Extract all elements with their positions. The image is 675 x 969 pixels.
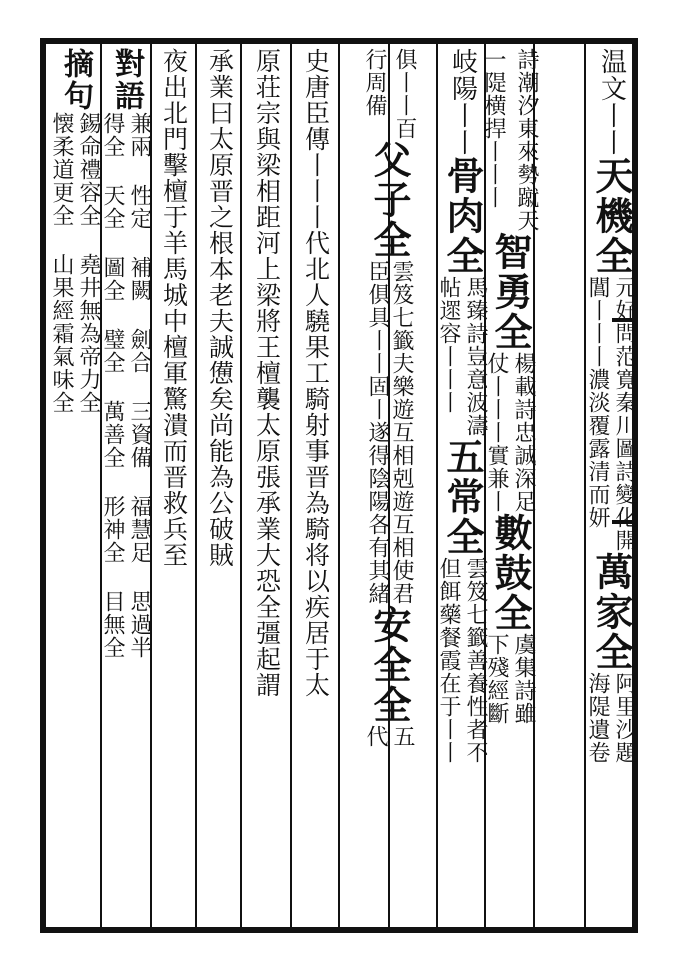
annotation-line: 元好問范寛秦川圖詩變化開 bbox=[612, 276, 637, 552]
text-column-1 bbox=[585, 48, 637, 928]
annotation-line: 海隄遺卷 bbox=[585, 672, 610, 764]
annotation-pair bbox=[585, 672, 637, 764]
headword: 天機全 bbox=[589, 156, 634, 276]
annotation-line: 閶丨丨丨濃淡覆露清而妍 bbox=[585, 276, 610, 529]
annotation-line: 楊載詩忠誠深足 bbox=[511, 352, 536, 513]
text-column-4 bbox=[342, 48, 436, 928]
annotation-line: 臣俱具丨丨固丨遂得陰陽各有其緒 bbox=[365, 260, 390, 605]
annotation-pair bbox=[100, 112, 152, 659]
annotation-line: 仗丨丨丨實兼丨 bbox=[484, 352, 509, 513]
phrase-list: 兼兩 性定 補闕 劍合 三資備 福慧足 思過半 bbox=[127, 112, 152, 659]
column-text: 承業曰太原晋之根本老夫誠憊矣尚能為公破賊 bbox=[205, 48, 235, 568]
annotation-pair bbox=[585, 276, 637, 552]
headword: 安全全 bbox=[367, 605, 412, 725]
phrase-list: 錫命禮容全 堯井無為帝力全 bbox=[76, 112, 101, 414]
headword: 數鼓全 bbox=[488, 513, 533, 633]
text-column-6 bbox=[244, 48, 290, 928]
column-text: 行周備 bbox=[362, 48, 387, 117]
column-text: 俱丨丨百 bbox=[392, 48, 417, 140]
annotation-pair bbox=[436, 276, 488, 437]
annotation-line: 虞集詩雖 bbox=[511, 633, 536, 725]
section-title: 對語 bbox=[109, 48, 144, 112]
column-text: 夜出北門擊檀于羊馬城中檀軍驚潰而晋救兵至 bbox=[159, 48, 189, 568]
column-text: 原荘宗與梁相距河上梁將王檀襲太原張承業大恐全彊起謂 bbox=[252, 48, 282, 698]
annotation-pair bbox=[484, 352, 536, 513]
section-dui-yu bbox=[102, 48, 150, 928]
annotation-pair bbox=[363, 725, 415, 748]
section-title: 摘句 bbox=[58, 48, 93, 112]
headword: 智勇全 bbox=[488, 232, 533, 352]
annotation-line: 雲笈七籤夫樂遊互相剋遊互相使君 bbox=[389, 260, 414, 605]
headword: 骨肉全 bbox=[440, 156, 485, 276]
annotation-line: 雲笈七籤善養性者不 bbox=[463, 557, 488, 764]
annotation-pair bbox=[484, 633, 536, 725]
text-pair bbox=[360, 48, 418, 140]
column-text: 岐陽丨丨 bbox=[447, 48, 478, 156]
text-column-5 bbox=[292, 48, 340, 928]
text-column-7 bbox=[198, 48, 242, 928]
text-pair bbox=[478, 48, 542, 232]
annotation-pair bbox=[49, 112, 101, 414]
annotation-line: 五 bbox=[390, 725, 415, 748]
annotation-line: 馬臻詩豈意波濤 bbox=[463, 276, 488, 437]
column-text: 詩潮汐東來勢蹴天 bbox=[514, 48, 539, 232]
phrase-list: 懐柔道更全 山果經霜氣味全 bbox=[49, 112, 74, 414]
text-column-8 bbox=[152, 48, 196, 928]
annotation-line: 代 bbox=[363, 725, 388, 748]
annotation-line: 下殘經斷 bbox=[484, 633, 509, 725]
annotation-line: 阿里沙題 bbox=[612, 672, 637, 764]
headword: 父子全 bbox=[367, 140, 412, 260]
text-column-2 bbox=[481, 48, 539, 928]
phrase-list: 得全 天全 圖全 璧全 萬善全 形神全 目無全 bbox=[100, 112, 125, 659]
section-zhai-ju bbox=[50, 48, 100, 928]
headword: 萬家全 bbox=[589, 552, 634, 672]
column-text: 一隄横捍丨丨丨 bbox=[481, 48, 506, 209]
annotation-pair bbox=[366, 260, 412, 605]
column-text: 温文丨丨 bbox=[596, 48, 627, 156]
column-text: 史唐臣傳丨丨丨代北人驍果工騎射事晋為騎将以疾居于太 bbox=[301, 48, 331, 698]
annotation-line: 但餌藥餐霞在于丨丨 bbox=[436, 557, 461, 764]
headword: 五常全 bbox=[440, 437, 485, 557]
annotation-pair bbox=[436, 557, 488, 764]
text-column-3 bbox=[438, 48, 486, 928]
annotation-line: 帖遝容丨丨丨 bbox=[436, 276, 461, 414]
